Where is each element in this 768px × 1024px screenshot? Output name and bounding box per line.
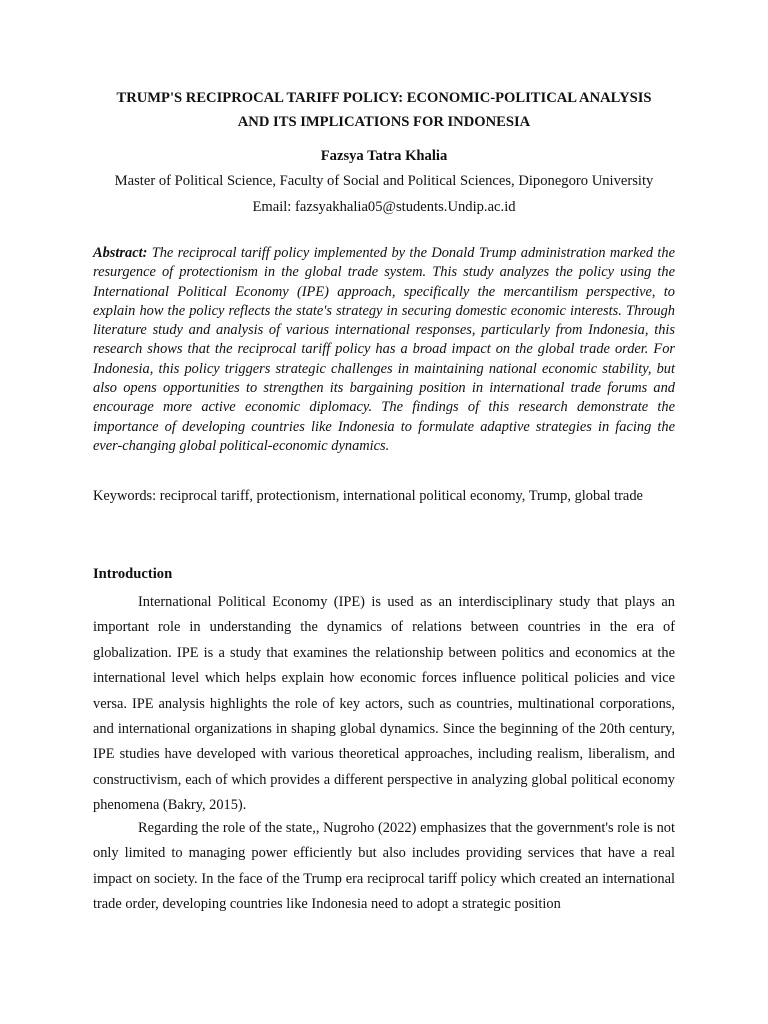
intro-paragraph-2: Regarding the role of the state,, Nugroho (2022) emphasizes that the government's role is not only limited to managing power efficiently but also includes providing services that have a real impact on society. In the face of the Trump era reciprocal tariff policy which created an international trade order, developing countries like Indonesia need to adopt a strategic position xyxy=(93,820,675,913)
keywords: Keywords: reciprocal tariff, protectionism, international political economy, Trump, global trade xyxy=(93,488,643,504)
abstract xyxy=(93,244,675,456)
author-affiliation: Master of Political Science, Faculty of Social and Political Sciences, Diponegoro University xyxy=(114,173,654,189)
author-name: Fazsya Tatra Khalia xyxy=(320,148,448,164)
intro-paragraph-1: International Political Economy (IPE) is used as an interdisciplinary study that plays an important role in understanding the dynamics of relations between countries in the era of globalization. IPE is a study that examines the relationship between politics and economics at the international level which helps explain how economic forces influence political policies and vice versa. IPE analysis highlights the role of key actors, such as countries, multinational corporations, and international organizations in shaping global dynamics. Since the beginning of the 20th century, IPE studies have developed with various theoretical approaches, including realism, liberalism, and constructivism, each of which provides a different perspective in analyzing global political economy phenomena (Bakry, 2015). xyxy=(93,594,675,814)
section-heading-introduction: Introduction xyxy=(93,566,173,582)
author-email: Email: fazsyakhalia05@students.Undip.ac.id xyxy=(252,199,516,215)
title-line-1: TRUMP'S RECIPROCAL TARIFF POLICY: ECONOMIC-POLITICAL ANALYSIS xyxy=(116,90,652,106)
title-line-2: AND ITS IMPLICATIONS FOR INDONESIA xyxy=(237,114,531,130)
paper-title xyxy=(80,86,688,134)
abstract-text: The reciprocal tariff policy implemented by the Donald Trump administration marked the resurgence of protectionism in the global trade system. This study analyzes the policy using the International Political Economy (IPE) approach, specifically the mercantilism perspective, to explain how the policy reflects the state's strategy in securing domestic economic interests. Through literature study and analysis of various international responses, particularly from Indonesia, this research shows that the reciprocal tariff policy has a broad impact on the global trade order. For Indonesia, this policy triggers strategic challenges in maintaining national economic stability, but also opens opportunities to strengthen its bargaining position in international trade forums and encourage more active economic diplomacy. The findings of this research demonstrate the importance of developing countries like Indonesia to formulate adaptive strategies in facing the ever-changing global political-economic dynamics. xyxy=(93,245,675,454)
abstract-label: Abstract: xyxy=(93,245,148,261)
